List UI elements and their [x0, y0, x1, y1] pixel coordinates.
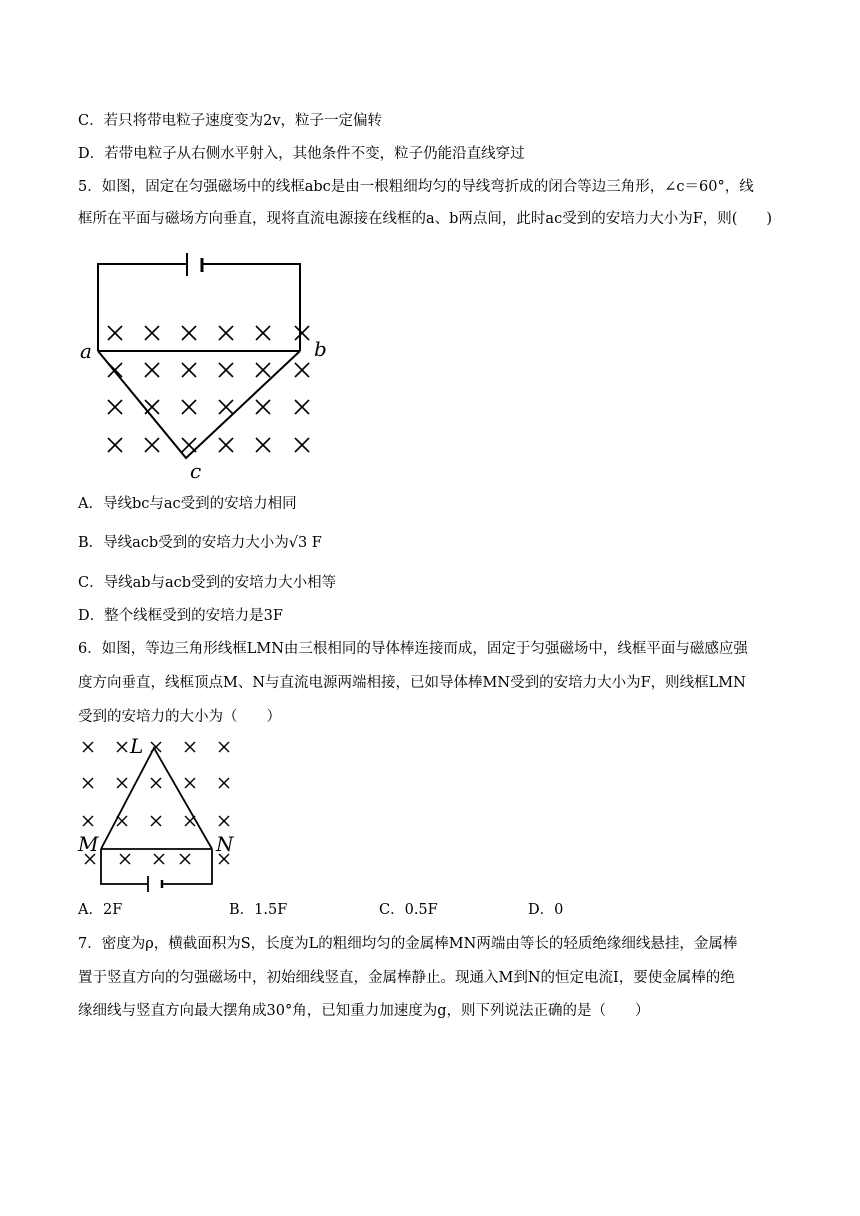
q5-label-c: c — [190, 459, 202, 483]
q6-stem-line-1: 6．如图，等边三角形线框LMN由三根相同的导体棒连接而成，固定于匀强磁场中，线框平面与磁感应强 — [78, 641, 748, 657]
q7-stem-line-3: 缘细线与竖直方向最大摆角成30°角，已知重力加速度为g，则下列说法正确的是（ ） — [78, 1003, 650, 1019]
q6-stem-line-2: 度方向垂直，线框顶点M、N与直流电源两端相接，已如导体棒MN受到的安培力大小为F，则线框LMN — [78, 675, 746, 691]
q6-option-d: D．0 — [528, 902, 564, 918]
q5-option-c: C．导线ab与acb受到的安培力大小相等 — [78, 575, 337, 591]
q5-stem-line-1: 5．如图，固定在匀强磁场中的线框abc是由一根粗细均匀的导线弯折成的闭合等边三角形，∠c＝60°，线 — [78, 179, 754, 195]
q5-label-b: b — [314, 337, 327, 361]
q7-stem-line-2: 置于竖直方向的匀强磁场中，初始细线竖直，金属棒静止。现通入M到N的恒定电流I，要使金属棒的绝 — [78, 970, 735, 986]
q5-stem-line-2: 框所在平面与磁场方向垂直，现将直流电源接在线框的a、b两点间，此时ac受到的安培力大小为F，则( ) — [78, 211, 773, 227]
q5-option-d: D．整个线框受到的安培力是3F — [78, 608, 283, 624]
q5-option-a: A．导线bc与ac受到的安培力相同 — [78, 496, 297, 512]
q6-option-b: B．1.5F — [229, 902, 288, 918]
q6-label-n: N — [216, 832, 234, 856]
q5-option-b: B．导线acb受到的安培力大小为√3 F — [78, 535, 322, 551]
q6-option-c: C．0.5F — [379, 902, 438, 918]
q5-triangle-figure — [78, 248, 338, 488]
q6-label-l: L — [130, 734, 144, 758]
q4-option-c: C．若只将带电粒子速度变为2v，粒子一定偏转 — [78, 113, 383, 129]
q4-option-d: D．若带电粒子从右侧水平射入，其他条件不变，粒子仍能沿直线穿过 — [78, 146, 525, 162]
q6-option-a: A．2F — [78, 902, 123, 918]
q6-triangle-figure — [78, 732, 248, 892]
q7-stem-line-1: 7．密度为ρ，横截面积为S，长度为L的粗细均匀的金属棒MN两端由等长的轻质绝缘细线悬挂，金属棒 — [78, 936, 738, 952]
q6-label-m: M — [78, 832, 99, 856]
q6-stem-line-3: 受到的安培力的大小为（ ） — [78, 709, 281, 725]
q5-label-a: a — [80, 339, 92, 363]
